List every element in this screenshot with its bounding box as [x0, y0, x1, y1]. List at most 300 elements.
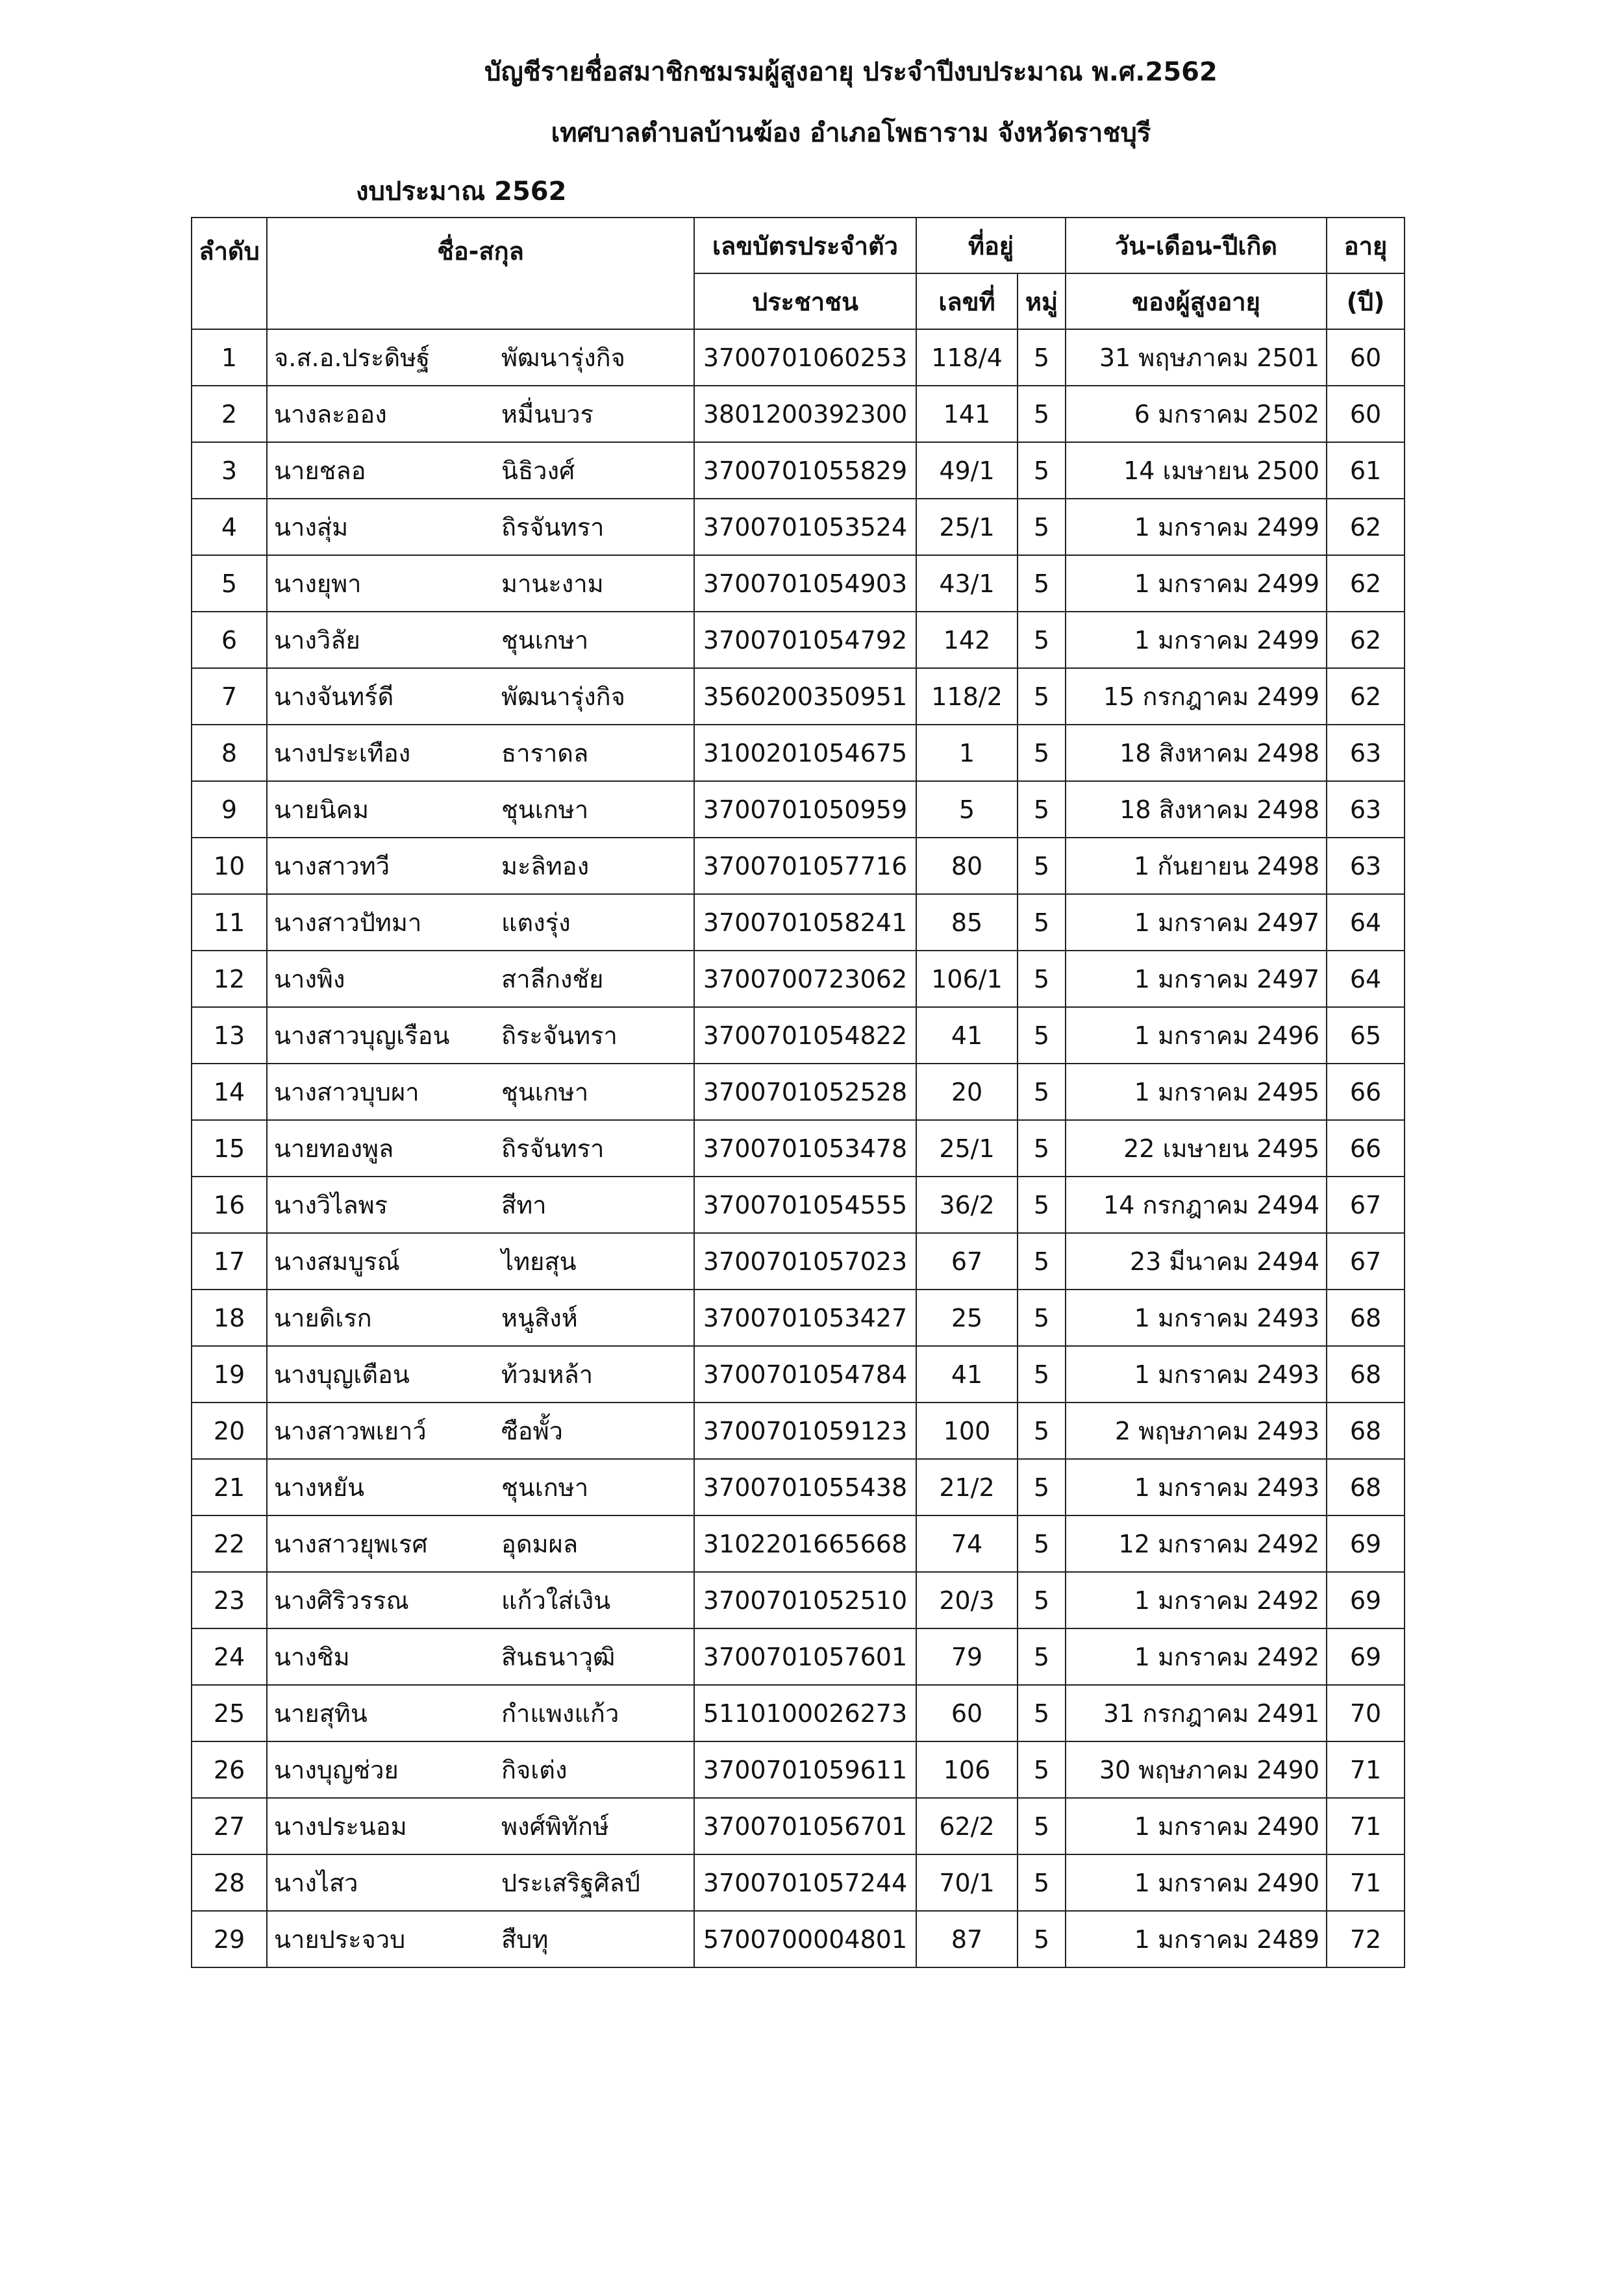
- cell-dob: 22 เมษายน 2495: [1066, 1120, 1327, 1177]
- cell-id: 3700701052528: [694, 1064, 916, 1120]
- cell-name: [267, 1911, 694, 1967]
- cell-moo: 5: [1018, 894, 1066, 951]
- cell-house-no: 80: [916, 838, 1018, 894]
- header-moo: หมู่: [1018, 273, 1066, 329]
- cell-id: 3700701054784: [694, 1346, 916, 1403]
- cell-moo: 5: [1018, 1233, 1066, 1290]
- cell-dob: 18 สิงหาคม 2498: [1066, 725, 1327, 781]
- cell-id: 3102201665668: [694, 1515, 916, 1572]
- last-name: มะลิทอง: [501, 852, 590, 880]
- cell-age: 60: [1327, 386, 1405, 442]
- cell-id: 3801200392300: [694, 386, 916, 442]
- cell-moo: 5: [1018, 1459, 1066, 1515]
- table-row: [192, 1628, 1405, 1685]
- cell-age: 62: [1327, 555, 1405, 612]
- first-name: นางประนอม: [274, 1812, 407, 1841]
- cell-moo: 5: [1018, 1911, 1066, 1967]
- first-name: นางจันทร์ดี: [274, 682, 394, 711]
- cell-age: 71: [1327, 1798, 1405, 1854]
- cell-dob: 1 มกราคม 2497: [1066, 894, 1327, 951]
- cell-house-no: 142: [916, 612, 1018, 668]
- last-name: สืบทุ: [501, 1925, 549, 1954]
- cell-house-no: 41: [916, 1007, 1018, 1064]
- table-row: [192, 951, 1405, 1007]
- table-row: [192, 612, 1405, 668]
- first-name: นางพิง: [274, 965, 345, 993]
- cell-dob: 1 มกราคม 2492: [1066, 1572, 1327, 1628]
- table-row: [192, 1177, 1405, 1233]
- cell-no: 13: [192, 1007, 267, 1064]
- cell-house-no: 49/1: [916, 442, 1018, 499]
- cell-house-no: 43/1: [916, 555, 1018, 612]
- table-row: [192, 668, 1405, 725]
- first-name: นางไสว: [274, 1869, 358, 1897]
- cell-age: 62: [1327, 668, 1405, 725]
- cell-id: 3700701055829: [694, 442, 916, 499]
- last-name: พัฒนารุ่งกิจ: [501, 682, 625, 711]
- cell-dob: 15 กรกฎาคม 2499: [1066, 668, 1327, 725]
- cell-moo: 5: [1018, 386, 1066, 442]
- cell-id: 5700700004801: [694, 1911, 916, 1967]
- cell-id: 3100201054675: [694, 725, 916, 781]
- cell-age: 70: [1327, 1685, 1405, 1741]
- cell-no: 23: [192, 1572, 267, 1628]
- cell-id: 3700701052510: [694, 1572, 916, 1628]
- first-name: นางวิลัย: [274, 626, 360, 655]
- cell-no: 15: [192, 1120, 267, 1177]
- cell-age: 66: [1327, 1064, 1405, 1120]
- last-name: ถิรจันทรา: [501, 513, 605, 542]
- cell-name: [267, 499, 694, 555]
- cell-age: 68: [1327, 1403, 1405, 1459]
- cell-dob: 18 สิงหาคม 2498: [1066, 781, 1327, 838]
- first-name: นางสาวบุญเรือน: [274, 1021, 450, 1050]
- cell-house-no: 5: [916, 781, 1018, 838]
- cell-moo: 5: [1018, 668, 1066, 725]
- cell-no: 9: [192, 781, 267, 838]
- cell-name: [267, 894, 694, 951]
- table-row: [192, 725, 1405, 781]
- cell-id: 3700701057244: [694, 1854, 916, 1911]
- cell-dob: 1 มกราคม 2489: [1066, 1911, 1327, 1967]
- cell-age: 63: [1327, 781, 1405, 838]
- cell-house-no: 67: [916, 1233, 1018, 1290]
- header-address: ที่อยู่: [916, 218, 1066, 273]
- cell-no: 21: [192, 1459, 267, 1515]
- cell-dob: 1 มกราคม 2499: [1066, 499, 1327, 555]
- cell-age: 71: [1327, 1741, 1405, 1798]
- first-name: นางบุญเตือน: [274, 1360, 410, 1389]
- last-name: หมื่นบวร: [501, 400, 593, 429]
- table-body: [192, 329, 1405, 1967]
- cell-id: 3700701054903: [694, 555, 916, 612]
- cell-house-no: 25: [916, 1290, 1018, 1346]
- cell-id: 3700701055438: [694, 1459, 916, 1515]
- cell-house-no: 25/1: [916, 1120, 1018, 1177]
- last-name: ชุนเกษา: [501, 795, 589, 824]
- cell-age: 68: [1327, 1459, 1405, 1515]
- cell-id: 3700701057601: [694, 1628, 916, 1685]
- cell-moo: 5: [1018, 1120, 1066, 1177]
- first-name: นายชลอ: [274, 456, 366, 485]
- cell-moo: 5: [1018, 1346, 1066, 1403]
- cell-no: 24: [192, 1628, 267, 1685]
- cell-no: 1: [192, 329, 267, 386]
- last-name: สินธนาวุฒิ: [501, 1643, 616, 1671]
- table-row: [192, 1854, 1405, 1911]
- cell-dob: 1 มกราคม 2493: [1066, 1346, 1327, 1403]
- cell-id: 3700701060253: [694, 329, 916, 386]
- first-name: นายประจวบ: [274, 1925, 406, 1954]
- last-name: ไทยสุน: [501, 1247, 577, 1276]
- document-title: บัญชีรายชื่อสมาชิกชมรมผู้สูงอายุ ประจำปีงบประมาณ พ.ศ.2562: [484, 57, 1218, 87]
- cell-age: 60: [1327, 329, 1405, 386]
- cell-name: [267, 1515, 694, 1572]
- cell-dob: 1 มกราคม 2490: [1066, 1798, 1327, 1854]
- cell-dob: 31 พฤษภาคม 2501: [1066, 329, 1327, 386]
- cell-house-no: 79: [916, 1628, 1018, 1685]
- cell-house-no: 70/1: [916, 1854, 1018, 1911]
- cell-name: [267, 1854, 694, 1911]
- first-name: นางสาวพเยาว์: [274, 1417, 427, 1445]
- first-name: นายสุทิน: [274, 1699, 368, 1728]
- cell-no: 17: [192, 1233, 267, 1290]
- cell-no: 7: [192, 668, 267, 725]
- cell-house-no: 21/2: [916, 1459, 1018, 1515]
- cell-name: [267, 1685, 694, 1741]
- last-name: ซือพั้ว: [501, 1417, 563, 1445]
- last-name: พัฒนารุ่งกิจ: [501, 343, 625, 372]
- cell-name: [267, 668, 694, 725]
- cell-name: [267, 1628, 694, 1685]
- first-name: นางสมบูรณ์: [274, 1247, 400, 1276]
- table-row: [192, 329, 1405, 386]
- table-row: [192, 838, 1405, 894]
- cell-moo: 5: [1018, 1628, 1066, 1685]
- cell-moo: 5: [1018, 555, 1066, 612]
- cell-age: 63: [1327, 838, 1405, 894]
- last-name: มานะงาม: [501, 569, 604, 598]
- cell-moo: 5: [1018, 951, 1066, 1007]
- cell-id: 3700701050959: [694, 781, 916, 838]
- cell-name: [267, 386, 694, 442]
- cell-moo: 5: [1018, 499, 1066, 555]
- cell-name: [267, 555, 694, 612]
- first-name: นางบุญช่วย: [274, 1756, 399, 1784]
- first-name: นางหยัน: [274, 1473, 365, 1502]
- cell-id: 3700701053524: [694, 499, 916, 555]
- cell-name: [267, 1459, 694, 1515]
- cell-dob: 30 พฤษภาคม 2490: [1066, 1741, 1327, 1798]
- cell-name: [267, 838, 694, 894]
- first-name: นางสาวยุพเรศ: [274, 1530, 428, 1558]
- header-age-top: อายุ: [1327, 218, 1405, 273]
- table-row: [192, 555, 1405, 612]
- cell-no: 20: [192, 1403, 267, 1459]
- cell-name: [267, 1120, 694, 1177]
- cell-dob: 1 มกราคม 2496: [1066, 1007, 1327, 1064]
- cell-name: [267, 612, 694, 668]
- table-row: [192, 1290, 1405, 1346]
- last-name: ธาราดล: [501, 739, 589, 767]
- cell-id: 3700701054822: [694, 1007, 916, 1064]
- last-name: อุดมผล: [501, 1530, 579, 1558]
- cell-moo: 5: [1018, 329, 1066, 386]
- table-row: [192, 1459, 1405, 1515]
- last-name: ประเสริฐศิลป์: [501, 1869, 641, 1897]
- cell-dob: 1 มกราคม 2493: [1066, 1290, 1327, 1346]
- cell-age: 69: [1327, 1628, 1405, 1685]
- first-name: นางชิม: [274, 1643, 350, 1671]
- cell-moo: 5: [1018, 1685, 1066, 1741]
- cell-dob: 1 มกราคม 2499: [1066, 612, 1327, 668]
- table-row: [192, 1798, 1405, 1854]
- last-name: ถิระจันทรา: [501, 1021, 618, 1050]
- cell-moo: 5: [1018, 1572, 1066, 1628]
- cell-house-no: 106/1: [916, 951, 1018, 1007]
- cell-moo: 5: [1018, 1064, 1066, 1120]
- cell-house-no: 85: [916, 894, 1018, 951]
- cell-house-no: 74: [916, 1515, 1018, 1572]
- cell-house-no: 1: [916, 725, 1018, 781]
- cell-moo: 5: [1018, 1854, 1066, 1911]
- cell-id: 3700701057023: [694, 1233, 916, 1290]
- cell-dob: 14 กรกฎาคม 2494: [1066, 1177, 1327, 1233]
- cell-house-no: 100: [916, 1403, 1018, 1459]
- header-dob-top: วัน-เดือน-ปีเกิด: [1066, 218, 1327, 273]
- cell-no: 22: [192, 1515, 267, 1572]
- first-name: นางสาวทวี: [274, 852, 390, 880]
- cell-no: 19: [192, 1346, 267, 1403]
- cell-name: [267, 1007, 694, 1064]
- cell-no: 26: [192, 1741, 267, 1798]
- cell-name: [267, 1572, 694, 1628]
- cell-id: 3700701054792: [694, 612, 916, 668]
- cell-name: [267, 1798, 694, 1854]
- table-row: [192, 1346, 1405, 1403]
- first-name: นางวิไลพร: [274, 1191, 388, 1219]
- header-age-bottom: (ปี): [1327, 273, 1405, 329]
- last-name: แก้วใส่เงิน: [501, 1586, 611, 1615]
- table-row: [192, 781, 1405, 838]
- cell-name: [267, 725, 694, 781]
- cell-age: 68: [1327, 1290, 1405, 1346]
- cell-no: 27: [192, 1798, 267, 1854]
- cell-id: 3700701059611: [694, 1741, 916, 1798]
- table-row: [192, 1741, 1405, 1798]
- last-name: พงศ์พิทักษ์: [501, 1812, 609, 1841]
- cell-id: 3700700723062: [694, 951, 916, 1007]
- cell-name: [267, 1290, 694, 1346]
- cell-age: 69: [1327, 1572, 1405, 1628]
- cell-age: 69: [1327, 1515, 1405, 1572]
- last-name: ถิรจันทรา: [501, 1134, 605, 1163]
- cell-moo: 5: [1018, 781, 1066, 838]
- cell-age: 66: [1327, 1120, 1405, 1177]
- cell-moo: 5: [1018, 725, 1066, 781]
- first-name: นางยุพา: [274, 569, 362, 598]
- cell-no: 2: [192, 386, 267, 442]
- cell-house-no: 20: [916, 1064, 1018, 1120]
- cell-name: [267, 1403, 694, 1459]
- cell-age: 72: [1327, 1911, 1405, 1967]
- cell-age: 61: [1327, 442, 1405, 499]
- cell-age: 67: [1327, 1233, 1405, 1290]
- cell-name: [267, 1177, 694, 1233]
- cell-moo: 5: [1018, 612, 1066, 668]
- table-row: [192, 499, 1405, 555]
- cell-dob: 23 มีนาคม 2494: [1066, 1233, 1327, 1290]
- table-row: [192, 1911, 1405, 1967]
- cell-dob: 31 กรกฎาคม 2491: [1066, 1685, 1327, 1741]
- cell-age: 71: [1327, 1854, 1405, 1911]
- last-name: กิจเต่ง: [501, 1756, 568, 1784]
- table-row: [192, 1515, 1405, 1572]
- last-name: ชุนเกษา: [501, 1473, 589, 1502]
- first-name: นางละออง: [274, 400, 387, 429]
- cell-no: 8: [192, 725, 267, 781]
- cell-age: 67: [1327, 1177, 1405, 1233]
- header-house-no: เลขที่: [916, 273, 1018, 329]
- cell-no: 6: [192, 612, 267, 668]
- cell-no: 3: [192, 442, 267, 499]
- table-row: [192, 1685, 1405, 1741]
- cell-dob: 6 มกราคม 2502: [1066, 386, 1327, 442]
- cell-house-no: 25/1: [916, 499, 1018, 555]
- first-name: นางประเทือง: [274, 739, 411, 767]
- cell-age: 64: [1327, 894, 1405, 951]
- cell-id: 3700701053478: [694, 1120, 916, 1177]
- cell-dob: 14 เมษายน 2500: [1066, 442, 1327, 499]
- first-name: นางศิริวรรณ: [274, 1586, 409, 1615]
- last-name: สีทา: [501, 1191, 547, 1219]
- last-name: ท้วมหล้า: [501, 1360, 593, 1389]
- cell-house-no: 62/2: [916, 1798, 1018, 1854]
- last-name: กำแพงแก้ว: [501, 1699, 619, 1728]
- cell-moo: 5: [1018, 1290, 1066, 1346]
- cell-no: 11: [192, 894, 267, 951]
- cell-no: 18: [192, 1290, 267, 1346]
- cell-moo: 5: [1018, 1007, 1066, 1064]
- cell-no: 28: [192, 1854, 267, 1911]
- first-name: จ.ส.อ.ประดิษฐ์: [274, 343, 431, 372]
- cell-house-no: 118/4: [916, 329, 1018, 386]
- last-name: แตงรุ่ง: [501, 908, 571, 937]
- first-name: นางสาวปัทมา: [274, 908, 422, 937]
- cell-id: 3700701057716: [694, 838, 916, 894]
- cell-no: 16: [192, 1177, 267, 1233]
- header-id-bottom: ประชาชน: [694, 273, 916, 329]
- cell-moo: 5: [1018, 1177, 1066, 1233]
- cell-id: 3700701058241: [694, 894, 916, 951]
- cell-dob: 1 กันยายน 2498: [1066, 838, 1327, 894]
- cell-moo: 5: [1018, 1741, 1066, 1798]
- cell-name: [267, 781, 694, 838]
- cell-age: 65: [1327, 1007, 1405, 1064]
- document-subtitle: เทศบาลตำบลบ้านฆ้อง อำเภอโพธาราม จังหวัดราชบุรี: [551, 118, 1151, 148]
- cell-id: 5110100026273: [694, 1685, 916, 1741]
- cell-age: 62: [1327, 612, 1405, 668]
- cell-house-no: 87: [916, 1911, 1018, 1967]
- cell-no: 29: [192, 1911, 267, 1967]
- header-no: ลำดับ: [192, 218, 267, 329]
- table-row: [192, 894, 1405, 951]
- cell-dob: 12 มกราคม 2492: [1066, 1515, 1327, 1572]
- table-row: [192, 1572, 1405, 1628]
- cell-dob: 1 มกราคม 2499: [1066, 555, 1327, 612]
- cell-dob: 2 พฤษภาคม 2493: [1066, 1403, 1327, 1459]
- cell-no: 10: [192, 838, 267, 894]
- cell-house-no: 106: [916, 1741, 1018, 1798]
- cell-house-no: 118/2: [916, 668, 1018, 725]
- cell-name: [267, 442, 694, 499]
- cell-dob: 1 มกราคม 2495: [1066, 1064, 1327, 1120]
- cell-name: [267, 1346, 694, 1403]
- cell-age: 64: [1327, 951, 1405, 1007]
- last-name: หนูสิงห์: [501, 1304, 578, 1332]
- budget-label: งบประมาณ 2562: [356, 177, 567, 206]
- cell-moo: 5: [1018, 838, 1066, 894]
- first-name: นางสุ่ม: [274, 513, 349, 542]
- cell-id: 3700701053427: [694, 1290, 916, 1346]
- first-name: นายนิคม: [274, 795, 369, 824]
- cell-moo: 5: [1018, 1403, 1066, 1459]
- cell-age: 62: [1327, 499, 1405, 555]
- first-name: นายดิเรก: [274, 1304, 372, 1332]
- cell-no: 12: [192, 951, 267, 1007]
- cell-id: 3700701054555: [694, 1177, 916, 1233]
- cell-age: 63: [1327, 725, 1405, 781]
- table-row: [192, 1233, 1405, 1290]
- cell-id: 3560200350951: [694, 668, 916, 725]
- cell-no: 5: [192, 555, 267, 612]
- cell-id: 3700701056701: [694, 1798, 916, 1854]
- cell-name: [267, 1064, 694, 1120]
- cell-moo: 5: [1018, 1798, 1066, 1854]
- cell-moo: 5: [1018, 442, 1066, 499]
- table-row: [192, 386, 1405, 442]
- table-row: [192, 1120, 1405, 1177]
- table-row: [192, 1403, 1405, 1459]
- last-name: ชุนเกษา: [501, 626, 589, 655]
- table-row: [192, 1064, 1405, 1120]
- header-name: ชื่อ-สกุล: [267, 218, 694, 329]
- first-name: นางสาวบุบผา: [274, 1078, 419, 1106]
- first-name: นายทองพูล: [274, 1134, 394, 1163]
- header-id-top: เลขบัตรประจำตัว: [694, 218, 916, 273]
- cell-name: [267, 951, 694, 1007]
- header-dob-bottom: ของผู้สูงอายุ: [1066, 273, 1327, 329]
- last-name: ชุนเกษา: [501, 1078, 589, 1106]
- table-row: [192, 442, 1405, 499]
- cell-no: 4: [192, 499, 267, 555]
- member-table: [191, 217, 1405, 1968]
- cell-dob: 1 มกราคม 2490: [1066, 1854, 1327, 1911]
- cell-name: [267, 1741, 694, 1798]
- cell-name: [267, 329, 694, 386]
- last-name: สาลีกงชัย: [501, 965, 604, 993]
- cell-dob: 1 มกราคม 2497: [1066, 951, 1327, 1007]
- cell-house-no: 36/2: [916, 1177, 1018, 1233]
- cell-dob: 1 มกราคม 2493: [1066, 1459, 1327, 1515]
- cell-dob: 1 มกราคม 2492: [1066, 1628, 1327, 1685]
- cell-no: 14: [192, 1064, 267, 1120]
- cell-house-no: 41: [916, 1346, 1018, 1403]
- cell-house-no: 141: [916, 386, 1018, 442]
- cell-age: 68: [1327, 1346, 1405, 1403]
- cell-name: [267, 1233, 694, 1290]
- cell-moo: 5: [1018, 1515, 1066, 1572]
